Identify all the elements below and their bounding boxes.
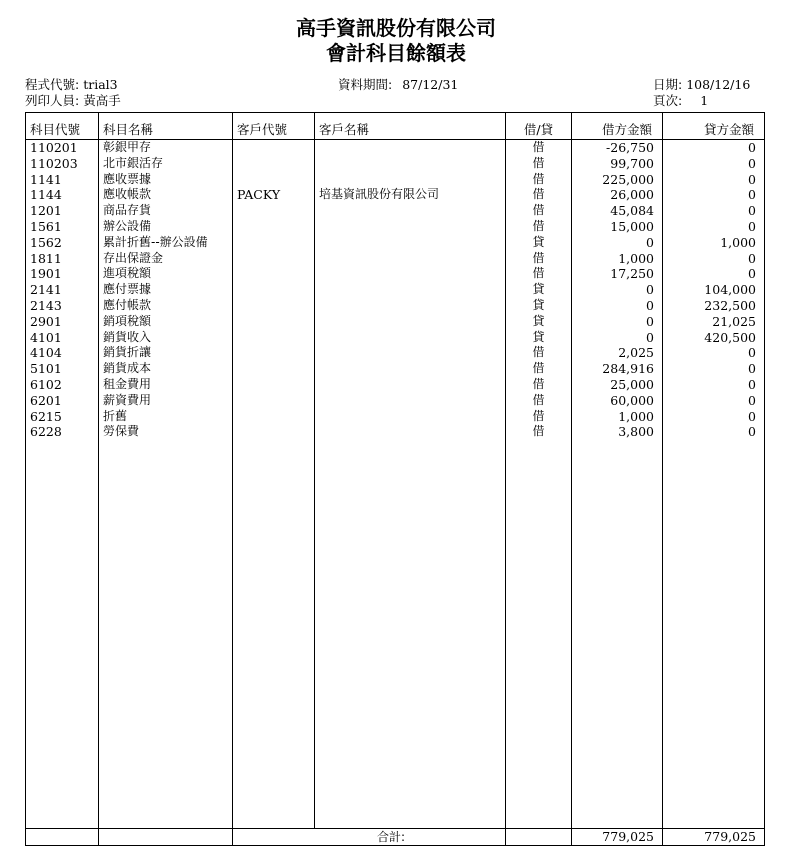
debit-credit-side: 貸 — [506, 235, 572, 251]
debit-amount: 45,084 — [572, 203, 663, 219]
account-name: 進項稅額 — [99, 266, 233, 282]
printer — [25, 91, 121, 109]
customer-name — [315, 393, 506, 409]
customer-code — [233, 424, 315, 440]
account-code: 1144 — [26, 187, 99, 203]
customer-code — [233, 172, 315, 188]
account-code: 110201 — [26, 140, 99, 156]
balance-table — [25, 112, 765, 846]
account-code: 110203 — [26, 156, 99, 172]
credit-amount: 104,000 — [663, 282, 765, 298]
credit-amount: 0 — [663, 219, 765, 235]
customer-name — [315, 156, 506, 172]
customer-code: PACKY — [233, 187, 315, 203]
company-title: 高手資訊股份有限公司 — [296, 16, 496, 40]
totals-label: 合計: — [233, 829, 506, 846]
period-label: 資料期間: — [338, 77, 393, 92]
debit-credit-side: 借 — [506, 187, 572, 203]
debit-credit-side: 借 — [506, 361, 572, 377]
credit-amount: 0 — [663, 377, 765, 393]
table-row — [26, 156, 765, 172]
debit-amount: 225,000 — [572, 172, 663, 188]
page-label: 頁次: — [653, 93, 683, 108]
account-name: 勞保費 — [99, 424, 233, 440]
table-row — [26, 140, 765, 156]
customer-name — [315, 203, 506, 219]
debit-credit-side: 借 — [506, 140, 572, 156]
account-name: 商品存貨 — [99, 203, 233, 219]
table-row — [26, 424, 765, 440]
table-row — [26, 251, 765, 267]
table-row — [26, 409, 765, 425]
data-period — [338, 75, 458, 93]
debit-amount: 17,250 — [572, 266, 663, 282]
table-row — [26, 235, 765, 251]
total-credit: 779,025 — [663, 829, 765, 846]
table-row — [26, 345, 765, 361]
customer-code — [233, 393, 315, 409]
debit-amount: 3,800 — [572, 424, 663, 440]
table-row — [26, 330, 765, 346]
customer-name — [315, 140, 506, 156]
debit-amount: 1,000 — [572, 409, 663, 425]
table-body — [26, 140, 765, 441]
col-header-account-name: 科目名稱 — [99, 113, 233, 140]
customer-code — [233, 409, 315, 425]
table-row — [26, 298, 765, 314]
account-name: 彰銀甲存 — [99, 140, 233, 156]
customer-name — [315, 330, 506, 346]
account-name: 應收帳款 — [99, 187, 233, 203]
credit-amount: 0 — [663, 187, 765, 203]
account-code: 2143 — [26, 298, 99, 314]
customer-name — [315, 266, 506, 282]
account-name: 北市銀活存 — [99, 156, 233, 172]
customer-name — [315, 409, 506, 425]
filler-row — [26, 440, 765, 829]
debit-credit-side: 借 — [506, 377, 572, 393]
debit-amount: 0 — [572, 314, 663, 330]
credit-amount: 0 — [663, 156, 765, 172]
program-code-value: trial3 — [83, 77, 118, 92]
report-title: 會計科目餘額表 — [326, 41, 466, 65]
printer-label: 列印人員: — [25, 93, 80, 108]
account-code: 4104 — [26, 345, 99, 361]
customer-name: 培基資訊股份有限公司 — [315, 187, 506, 203]
customer-name — [315, 172, 506, 188]
account-code: 2141 — [26, 282, 99, 298]
account-name: 應付帳款 — [99, 298, 233, 314]
credit-amount: 420,500 — [663, 330, 765, 346]
customer-code — [233, 361, 315, 377]
account-code: 6228 — [26, 424, 99, 440]
customer-code — [233, 377, 315, 393]
table-row — [26, 172, 765, 188]
account-code: 6215 — [26, 409, 99, 425]
account-code: 4101 — [26, 330, 99, 346]
customer-code — [233, 203, 315, 219]
debit-amount: 0 — [572, 330, 663, 346]
date-value: 108/12/16 — [686, 77, 751, 92]
customer-code — [233, 298, 315, 314]
debit-amount: 2,025 — [572, 345, 663, 361]
account-name: 應收票據 — [99, 172, 233, 188]
debit-amount: 0 — [572, 235, 663, 251]
credit-amount: 21,025 — [663, 314, 765, 330]
credit-amount: 232,500 — [663, 298, 765, 314]
account-code: 1561 — [26, 219, 99, 235]
debit-amount: 60,000 — [572, 393, 663, 409]
col-header-customer-code: 客戶代號 — [233, 113, 315, 140]
debit-amount: 0 — [572, 298, 663, 314]
debit-amount: 25,000 — [572, 377, 663, 393]
account-name: 銷貨收入 — [99, 330, 233, 346]
customer-name — [315, 345, 506, 361]
table-row — [26, 393, 765, 409]
debit-credit-side: 借 — [506, 251, 572, 267]
customer-code — [233, 314, 315, 330]
printer-value: 黃高手 — [83, 93, 121, 108]
credit-amount: 0 — [663, 393, 765, 409]
totals-row — [26, 829, 765, 846]
debit-credit-side: 借 — [506, 345, 572, 361]
account-name: 存出保證金 — [99, 251, 233, 267]
account-name: 薪資費用 — [99, 393, 233, 409]
customer-code — [233, 156, 315, 172]
table-row — [26, 187, 765, 203]
debit-credit-side: 借 — [506, 424, 572, 440]
customer-name — [315, 361, 506, 377]
debit-credit-side: 貸 — [506, 298, 572, 314]
col-header-debit-credit: 借/貸 — [506, 113, 572, 140]
debit-credit-side: 借 — [506, 266, 572, 282]
debit-amount: 99,700 — [572, 156, 663, 172]
debit-credit-side: 借 — [506, 393, 572, 409]
account-code: 1201 — [26, 203, 99, 219]
debit-amount: 1,000 — [572, 251, 663, 267]
table-row — [26, 282, 765, 298]
table-row — [26, 203, 765, 219]
account-code: 1901 — [26, 266, 99, 282]
account-name: 累計折舊--辦公設備 — [99, 235, 233, 251]
account-name: 銷項稅額 — [99, 314, 233, 330]
customer-code — [233, 235, 315, 251]
debit-credit-side: 借 — [506, 156, 572, 172]
account-name: 應付票據 — [99, 282, 233, 298]
customer-code — [233, 219, 315, 235]
table-row — [26, 377, 765, 393]
account-code: 1811 — [26, 251, 99, 267]
debit-amount: 26,000 — [572, 187, 663, 203]
credit-amount: 0 — [663, 140, 765, 156]
col-header-account-code: 科目代號 — [26, 113, 99, 140]
account-name: 租金費用 — [99, 377, 233, 393]
account-code: 2901 — [26, 314, 99, 330]
account-code: 5101 — [26, 361, 99, 377]
col-header-debit-amount: 借方金額 — [572, 113, 663, 140]
customer-code — [233, 266, 315, 282]
debit-credit-side: 借 — [506, 172, 572, 188]
customer-name — [315, 282, 506, 298]
account-name: 辦公設備 — [99, 219, 233, 235]
customer-code — [233, 282, 315, 298]
customer-name — [315, 377, 506, 393]
account-code: 1141 — [26, 172, 99, 188]
account-code: 6102 — [26, 377, 99, 393]
account-name: 銷貨成本 — [99, 361, 233, 377]
col-header-customer-name: 客戶名稱 — [315, 113, 506, 140]
debit-credit-side: 借 — [506, 203, 572, 219]
account-code: 6201 — [26, 393, 99, 409]
credit-amount: 0 — [663, 266, 765, 282]
customer-code — [233, 345, 315, 361]
credit-amount: 0 — [663, 251, 765, 267]
col-header-credit-amount: 貸方金額 — [663, 113, 765, 140]
customer-name — [315, 424, 506, 440]
page-number — [653, 91, 708, 109]
debit-amount: 284,916 — [572, 361, 663, 377]
debit-credit-side: 借 — [506, 219, 572, 235]
customer-name — [315, 298, 506, 314]
account-name: 折舊 — [99, 409, 233, 425]
date-label: 日期: — [653, 77, 683, 92]
credit-amount: 0 — [663, 345, 765, 361]
credit-amount: 0 — [663, 203, 765, 219]
period-value: 87/12/31 — [402, 77, 459, 92]
debit-credit-side: 貸 — [506, 330, 572, 346]
table-row — [26, 314, 765, 330]
debit-credit-side: 借 — [506, 409, 572, 425]
page-value: 1 — [700, 93, 709, 108]
table-row — [26, 266, 765, 282]
credit-amount: 0 — [663, 409, 765, 425]
credit-amount: 0 — [663, 361, 765, 377]
credit-amount: 0 — [663, 172, 765, 188]
debit-credit-side: 貸 — [506, 282, 572, 298]
customer-code — [233, 330, 315, 346]
credit-amount: 0 — [663, 424, 765, 440]
customer-name — [315, 219, 506, 235]
debit-amount: -26,750 — [572, 140, 663, 156]
table-header-row — [26, 113, 765, 140]
customer-name — [315, 314, 506, 330]
customer-name — [315, 251, 506, 267]
debit-amount: 0 — [572, 282, 663, 298]
customer-code — [233, 251, 315, 267]
debit-amount: 15,000 — [572, 219, 663, 235]
account-code: 1562 — [26, 235, 99, 251]
credit-amount: 1,000 — [663, 235, 765, 251]
account-name: 銷貨折讓 — [99, 345, 233, 361]
program-code-label: 程式代號: — [25, 77, 80, 92]
table-row — [26, 361, 765, 377]
table-row — [26, 219, 765, 235]
total-debit: 779,025 — [572, 829, 663, 846]
debit-credit-side: 貸 — [506, 314, 572, 330]
customer-name — [315, 235, 506, 251]
customer-code — [233, 140, 315, 156]
